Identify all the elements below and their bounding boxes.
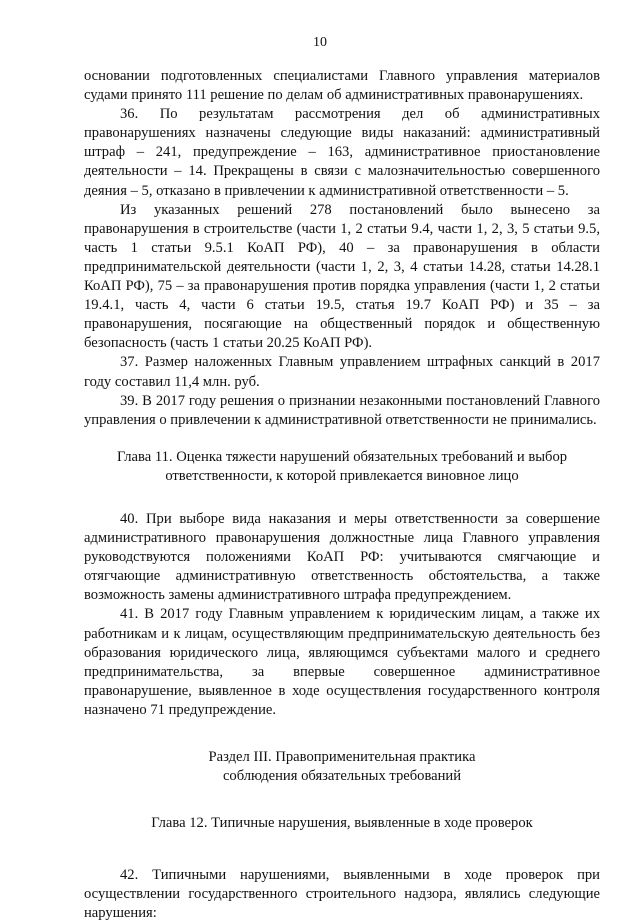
paragraph-decisions: Из указанных решений 278 постановлений было вынесено за правонарушения в строительстве (части 1, 2 статьи 9.4, части 1, 2, 3, 5 статьи 9.5, часть 1 статьи 9.5.1 КоАП РФ), 40 – за правонарушения в области предпринимательской деятельности (части 1, 2, 3, 4 статьи 14.28, статьи 14.28.1 КоАП РФ), 75 – за правонарушения против порядка управления (части 1, 2 статьи 19.4.1, часть 4, части 6 статьи 19.5, статья 19.7 КоАП РФ) и 35 – за правонарушения, посягающие на общественный порядок и общественную безопасность (часть 1 статьи 20.25 КоАП РФ). xyxy=(84,201,600,352)
paragraph-continuation: основании подготовленных специалистами Главного управления материалов судами принято 111 решение по делам об административных правонарушениях. xyxy=(84,68,600,104)
paragraph-36: 36. По результатам рассмотрения дел об административных правонарушениях назначены следующие виды наказаний: административный штраф – 241, предупреждение – 163, административное приостановление деятельности – 14. Прекращены в связи с малозначительностью совершенного деяния – 5, отказано в привлечении к административной ответственности – 5. xyxy=(84,106,600,199)
paragraph-39: 39. В 2017 году решения о признании незаконными постановлений Главного управления о привлечении к административной ответственности не принимались. xyxy=(84,392,600,428)
chapter-11-body xyxy=(84,510,600,720)
chapter-12-heading xyxy=(84,814,600,833)
chapter-12-body xyxy=(84,866,600,923)
chapter-11-title-line1: Глава 11. Оценка тяжести нарушений обязательных требований и выбор xyxy=(116,448,568,465)
chapter-11-title-line2: ответственности, к которой привлекается виновное лицо xyxy=(165,467,519,484)
paragraph-42: 42. Типичными нарушениями, выявленными в ходе проверок при осуществлении государственного строительного надзора, являлись следующие нарушения: xyxy=(84,867,600,922)
paragraph-40: 40. При выборе вида наказания и меры ответственности за совершение административного правонарушения должностные лица Главного управления руководствуются положениями КоАП РФ: учитываются смягчающие и отягчающие административную ответственность обстоятельства, а также возможность замены административного штрафа предупреждением. xyxy=(84,510,600,604)
paragraph-37: 37. Размер наложенных Главным управлением штрафных санкций в 2017 году составил 11,4 млн. руб. xyxy=(84,354,600,390)
section-3-heading xyxy=(84,748,600,786)
chapter-12-title: Глава 12. Типичные нарушения, выявленные в ходе проверок xyxy=(151,815,533,832)
page-number: 10 xyxy=(313,35,327,50)
paragraph-41: 41. В 2017 году Главным управлением к юридическим лицам, а также их работникам и к лицам, осуществляющим предпринимательскую деятельность без образования юридического лица, являющимся субъектами малого и среднего предпринимательства, за впервые совершенное административное правонарушение, выявленное в ходе осуществления государственного контроля назначено 71 предупреждение. xyxy=(84,606,600,718)
document-body xyxy=(84,67,600,924)
section-3-title-line2: соблюдения обязательных требований xyxy=(222,768,462,785)
section-3-title-line1: Раздел III. Правоприменительная практика xyxy=(208,749,476,765)
chapter-11-heading xyxy=(84,448,600,486)
